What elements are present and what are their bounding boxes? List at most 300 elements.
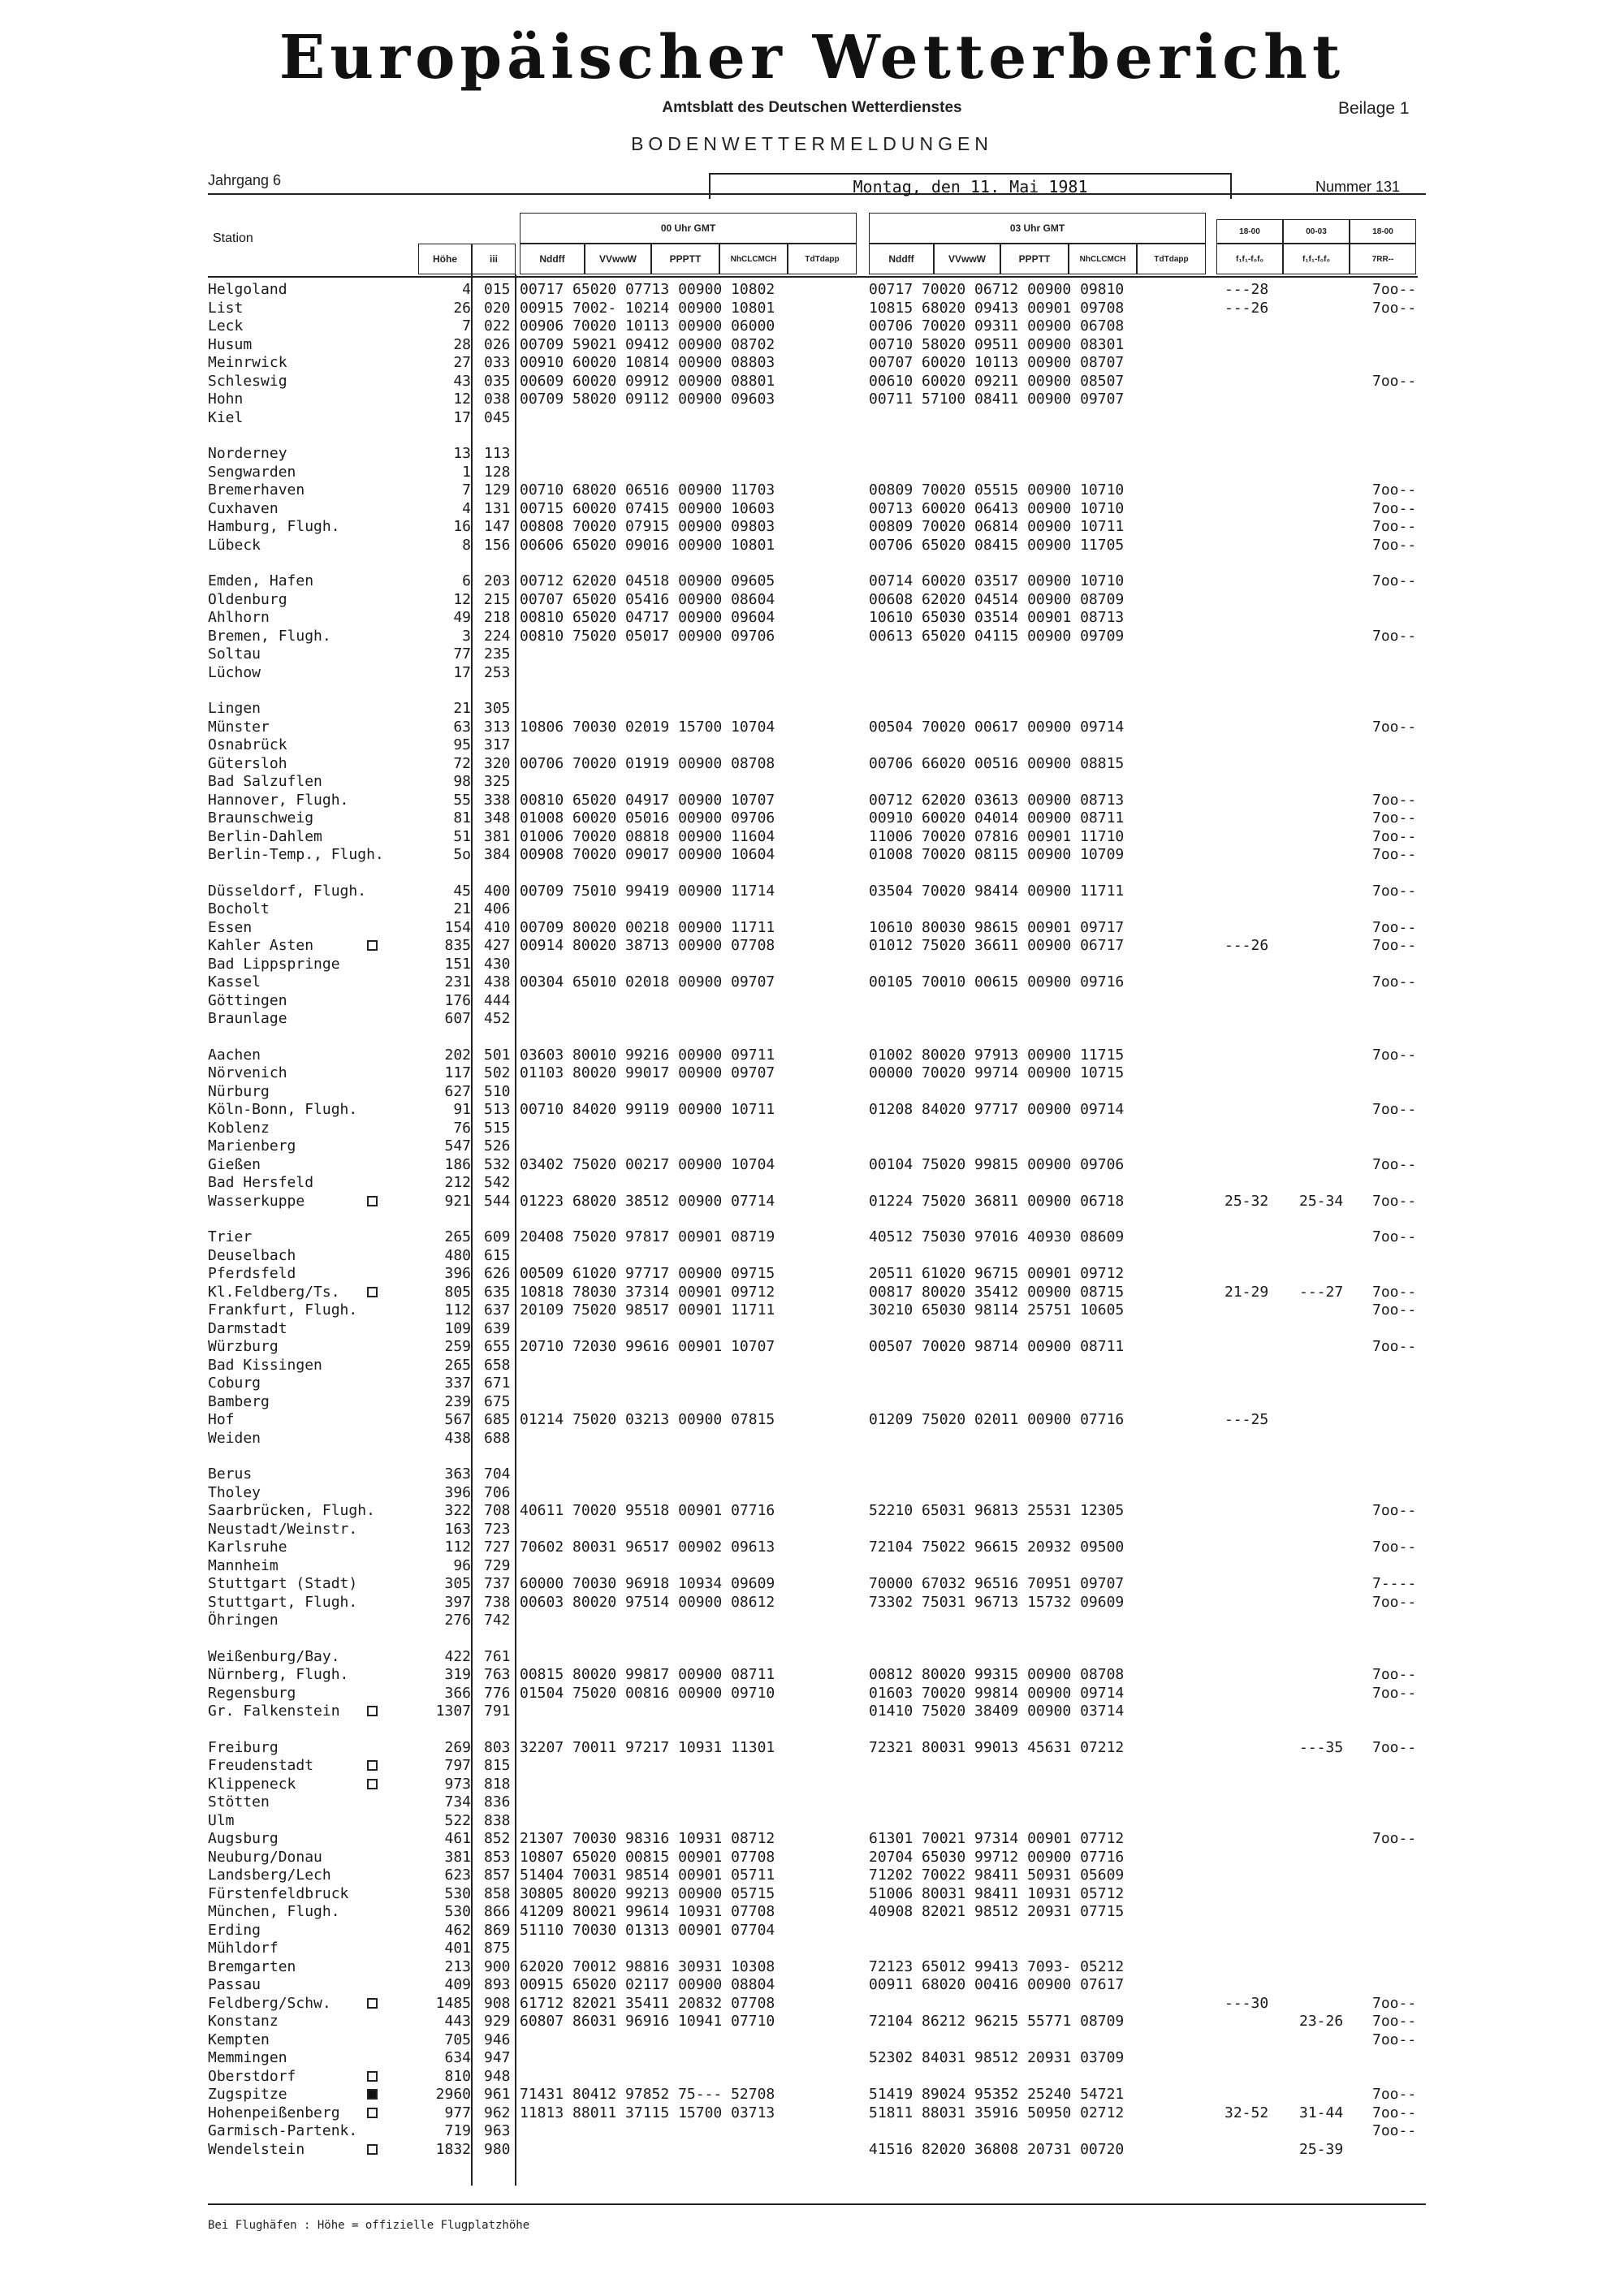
precip-18-00: 7oo-- xyxy=(1372,828,1417,845)
table-row xyxy=(0,445,1624,463)
station-name: Bad Salzuflen xyxy=(208,773,322,790)
mountain-station-marker-icon xyxy=(367,1706,378,1716)
station-height: 734 xyxy=(444,1793,471,1810)
station-height: 567 xyxy=(444,1411,471,1428)
station-id: 320 xyxy=(484,755,511,772)
station-height: 810 xyxy=(444,2068,471,2085)
station-name: Würzburg xyxy=(208,1338,279,1355)
station-name: Aachen xyxy=(208,1047,261,1064)
station-id: 317 xyxy=(484,736,511,753)
table-row xyxy=(0,373,1624,391)
precip-18-00: 7oo-- xyxy=(1372,809,1417,826)
precip-18-00: 7oo-- xyxy=(1372,1228,1417,1245)
precip-18-00: 7oo-- xyxy=(1372,1301,1417,1318)
obs-00-group: 00815 80020 99817 00900 08711 xyxy=(520,1666,775,1683)
station-name: Kl.Feldberg/Ts. xyxy=(208,1284,340,1301)
table-row xyxy=(0,591,1624,609)
group-03-header: 03 Uhr GMT xyxy=(869,213,1206,244)
station-id: 671 xyxy=(484,1375,511,1392)
table-row xyxy=(0,628,1624,645)
table-row xyxy=(0,2122,1624,2140)
mountain-station-marker-icon xyxy=(367,940,378,951)
mountain-station-marker-icon xyxy=(367,1196,378,1206)
station-name: Karlsruhe xyxy=(208,1539,287,1556)
station-height: 381 xyxy=(444,1849,471,1866)
station-height: 977 xyxy=(444,2104,471,2121)
obs-03-group: 00717 70020 06712 00900 09810 xyxy=(869,281,1125,298)
station-id: 685 xyxy=(484,1411,511,1428)
obs-00-group: 01008 60020 05016 00900 09706 xyxy=(520,809,775,826)
station-height: 265 xyxy=(444,1228,471,1245)
station-height: 45 xyxy=(453,883,471,900)
obs-03-group: 52302 84031 98512 20931 03709 xyxy=(869,2049,1125,2066)
obs-03-group: 20704 65030 99712 00900 07716 xyxy=(869,1849,1125,1866)
station-name: Gießen xyxy=(208,1156,261,1173)
obs-03-group: 00809 70020 05515 00900 10710 xyxy=(869,481,1125,498)
station-height: 269 xyxy=(444,1739,471,1756)
station-height: 239 xyxy=(444,1393,471,1410)
station-name: Wendelstein xyxy=(208,2141,305,2158)
obs-03-group: 71202 70022 98411 50931 05609 xyxy=(869,1867,1125,1884)
station-height: 231 xyxy=(444,973,471,990)
precip-18-00: 7oo-- xyxy=(1372,973,1417,990)
station-height: 8 xyxy=(462,537,471,554)
obs-00-group: 00706 70020 01919 00900 08708 xyxy=(520,755,775,772)
station-height: 480 xyxy=(444,1247,471,1264)
precip-18-00: 7oo-- xyxy=(1372,1101,1417,1118)
station-id: 791 xyxy=(484,1703,511,1720)
table-row xyxy=(0,1830,1624,1848)
table-row xyxy=(0,1156,1624,1174)
obs-00-group: 00603 80020 97514 00900 08612 xyxy=(520,1594,775,1611)
station-height: 973 xyxy=(444,1776,471,1793)
station-height: 797 xyxy=(444,1757,471,1774)
obs-03-group: 72321 80031 99013 45631 07212 xyxy=(869,1739,1125,1756)
obs-03-group: 73302 75031 96713 15732 09609 xyxy=(869,1594,1125,1611)
precip-18-00: 7oo-- xyxy=(1372,1284,1417,1301)
station-height: 259 xyxy=(444,1338,471,1355)
station-id: 947 xyxy=(484,2049,511,2066)
station-height: 7 xyxy=(462,481,471,498)
precip-18-00: 7oo-- xyxy=(1372,1666,1417,1683)
precip-18-00: 7---- xyxy=(1372,1575,1417,1592)
station-id: 869 xyxy=(484,1922,511,1939)
obs-00-group: 20109 75020 98517 00901 11711 xyxy=(520,1301,775,1318)
gust-00-03: 31-44 xyxy=(1299,2104,1344,2121)
table-row xyxy=(0,300,1624,317)
station-height: 202 xyxy=(444,1047,471,1064)
station-name: Braunschweig xyxy=(208,809,314,826)
station-name: Erding xyxy=(208,1922,261,1939)
obs-03-group: 01208 84020 97717 00900 09714 xyxy=(869,1101,1125,1118)
station-height: 17 xyxy=(453,409,471,426)
station-id: 542 xyxy=(484,1174,511,1191)
station-height: 322 xyxy=(444,1502,471,1519)
station-id: 857 xyxy=(484,1867,511,1884)
station-height: 43 xyxy=(453,373,471,390)
station-height: 186 xyxy=(444,1156,471,1173)
station-id: 961 xyxy=(484,2086,511,2103)
obs-03-group: 00104 75020 99815 00900 09706 xyxy=(869,1156,1125,1173)
table-row xyxy=(0,609,1624,627)
mountain-station-marker-icon xyxy=(367,2108,378,2118)
station-name: Osnabrück xyxy=(208,736,287,753)
mountain-station-marker-icon xyxy=(367,1998,378,2009)
table-row xyxy=(0,1557,1624,1575)
obs-00-group: 00707 65020 05416 00900 08604 xyxy=(520,591,775,608)
table-row xyxy=(0,828,1624,846)
obs-03-group: 10815 68020 09413 00901 09708 xyxy=(869,300,1125,317)
station-id: 963 xyxy=(484,2122,511,2139)
station-id: 218 xyxy=(484,609,511,626)
obs-00-group: 00710 68020 06516 00900 11703 xyxy=(520,481,775,498)
station-id: 637 xyxy=(484,1301,511,1318)
station-name: Darmstadt xyxy=(208,1320,287,1337)
station-id: 113 xyxy=(484,445,511,462)
table-row xyxy=(0,1739,1624,1757)
precip-18-00: 7oo-- xyxy=(1372,1156,1417,1173)
station-height: 5o xyxy=(453,846,471,863)
obs-00-group: 03402 75020 00217 00900 10704 xyxy=(520,1156,775,1173)
obs-00-group: 20408 75020 97817 00901 08719 xyxy=(520,1228,775,1245)
table-row xyxy=(0,1120,1624,1137)
station-name: Bamberg xyxy=(208,1393,270,1410)
obs-03-group: 01603 70020 99814 00900 09714 xyxy=(869,1685,1125,1702)
obs-00-group: 00915 7002- 10214 00900 10801 xyxy=(520,300,775,317)
station-id: 544 xyxy=(484,1193,511,1210)
precip-18-00: 7oo-- xyxy=(1372,2104,1417,2121)
obs-00-group: 51110 70030 01313 00901 07704 xyxy=(520,1922,775,1939)
station-height: 1485 xyxy=(435,1995,471,2012)
station-name: Neuburg/Donau xyxy=(208,1849,322,1866)
mountain-station-marker-icon xyxy=(367,1760,378,1771)
table-row xyxy=(0,1083,1624,1101)
station-id: 946 xyxy=(484,2031,511,2048)
footnote: Bei Flughäfen : Höhe = offizielle Flugplatzhöhe xyxy=(208,2219,530,2232)
station-height: 3 xyxy=(462,628,471,645)
obs-03-group: 00712 62020 03613 00900 08713 xyxy=(869,792,1125,809)
station-height: 607 xyxy=(444,1010,471,1027)
table-row xyxy=(0,409,1624,427)
obs-00-group: 70602 80031 96517 00902 09613 xyxy=(520,1539,775,1556)
station-name: Stötten xyxy=(208,1793,270,1810)
obs-03-group: 00706 65020 08415 00900 11705 xyxy=(869,537,1125,554)
precip-18-00: 7oo-- xyxy=(1372,1193,1417,1210)
obs-03-group: 70000 67032 96516 70951 09707 xyxy=(869,1575,1125,1592)
station-id: 325 xyxy=(484,773,511,790)
station-id: 866 xyxy=(484,1903,511,1920)
gust-00-03: 25-39 xyxy=(1299,2141,1344,2158)
station-id: 675 xyxy=(484,1393,511,1410)
obs-00-group: 00906 70020 10113 00900 06000 xyxy=(520,317,775,334)
station-id: 410 xyxy=(484,919,511,936)
station-id: 980 xyxy=(484,2141,511,2158)
station-height: 21 xyxy=(453,900,471,917)
table-row xyxy=(0,937,1624,955)
station-id: 015 xyxy=(484,281,511,298)
precip-18-00: 7oo-- xyxy=(1372,500,1417,517)
obs-00-group: 01223 68020 38512 00900 07714 xyxy=(520,1193,775,1210)
g00-col-ppptt: PPPTT xyxy=(651,244,719,274)
table-row xyxy=(0,1575,1624,1593)
obs-03-group: 00610 60020 09211 00900 08507 xyxy=(869,373,1125,390)
station-id: 729 xyxy=(484,1557,511,1574)
station-name: Memmingen xyxy=(208,2049,287,2066)
table-row xyxy=(0,1922,1624,1940)
station-name: Coburg xyxy=(208,1375,261,1392)
obs-00-group: 40611 70020 95518 00901 07716 xyxy=(520,1502,775,1519)
table-row xyxy=(0,792,1624,809)
precip-18-00: 7oo-- xyxy=(1372,518,1417,535)
station-height: 443 xyxy=(444,2013,471,2030)
obs-00-group: 00810 65020 04717 00900 09604 xyxy=(520,609,775,626)
station-id: 313 xyxy=(484,719,511,736)
table-row xyxy=(0,1357,1624,1375)
station-name: Bad Kissingen xyxy=(208,1357,322,1374)
gust-00-03: ---27 xyxy=(1299,1284,1344,1301)
station-id: 737 xyxy=(484,1575,511,1592)
obs-00-group: 62020 70012 98816 30931 10308 xyxy=(520,1958,775,1975)
table-bottom-rule xyxy=(208,2203,1426,2205)
table-row xyxy=(0,1976,1624,1994)
station-height: 154 xyxy=(444,919,471,936)
station-name: Regensburg xyxy=(208,1685,296,1702)
station-height: 109 xyxy=(444,1320,471,1337)
g03-col-ppptt: PPPTT xyxy=(1000,244,1069,274)
volume-label: Jahrgang 6 xyxy=(208,172,282,188)
precip-18-00: 7oo-- xyxy=(1372,2086,1417,2103)
mountain-station-marker-icon xyxy=(367,2071,378,2082)
gust-00-03: ---35 xyxy=(1299,1739,1344,1756)
station-name: Marienberg xyxy=(208,1137,296,1154)
table-row xyxy=(0,773,1624,791)
group-00-header: 00 Uhr GMT xyxy=(520,213,857,244)
table-row xyxy=(0,973,1624,991)
obs-03-group: 72104 86212 96215 55771 08709 xyxy=(869,2013,1125,2030)
obs-03-group: 61301 70021 97314 00901 07712 xyxy=(869,1830,1125,1847)
obs-03-group: 72104 75022 96615 20932 09500 xyxy=(869,1539,1125,1556)
station-height: 409 xyxy=(444,1976,471,1993)
station-height: 547 xyxy=(444,1137,471,1154)
obs-03-group: 00504 70020 00617 00900 09714 xyxy=(869,719,1125,736)
g00-col-cloud: NhCLCMCH xyxy=(719,244,788,274)
obs-03-group: 01008 70020 08115 00900 10709 xyxy=(869,846,1125,863)
station-name: Öhringen xyxy=(208,1612,279,1629)
station-id: 818 xyxy=(484,1776,511,1793)
station-name: Bad Hersfeld xyxy=(208,1174,314,1191)
station-id: 020 xyxy=(484,300,511,317)
obs-03-group: 00817 80020 35412 00900 08715 xyxy=(869,1284,1125,1301)
obs-00-group: 30805 80020 99213 00900 05715 xyxy=(520,1885,775,1902)
g03-col-cloud: NhCLCMCH xyxy=(1069,244,1137,274)
table-row xyxy=(0,2141,1624,2159)
station-height: 623 xyxy=(444,1867,471,1884)
station-id: 427 xyxy=(484,937,511,954)
station-id: 908 xyxy=(484,1995,511,2012)
table-row xyxy=(0,1958,1624,1976)
obs-00-group: 00910 60020 10814 00900 08803 xyxy=(520,354,775,371)
station-name: Norderney xyxy=(208,445,287,462)
precip-18-00: 7oo-- xyxy=(1372,1830,1417,1847)
station-id: 035 xyxy=(484,373,511,390)
mountain-station-marker-icon xyxy=(367,2144,378,2155)
precip-18-00: 7oo-- xyxy=(1372,719,1417,736)
station-name: Essen xyxy=(208,919,253,936)
station-height: 461 xyxy=(444,1830,471,1847)
obs-03-group: 30210 65030 98114 25751 10605 xyxy=(869,1301,1125,1318)
station-height: 422 xyxy=(444,1648,471,1665)
table-row xyxy=(0,956,1624,973)
station-height: 396 xyxy=(444,1265,471,1282)
station-id: 803 xyxy=(484,1739,511,1756)
station-name: Leck xyxy=(208,317,244,334)
station-name: Lübeck xyxy=(208,537,261,554)
table-row xyxy=(0,1375,1624,1392)
station-height: 112 xyxy=(444,1539,471,1556)
precip-18-00: 7oo-- xyxy=(1372,1047,1417,1064)
g00-col-nddff: Nddff xyxy=(520,244,585,274)
obs-00-group: 60807 86031 96916 10941 07710 xyxy=(520,2013,775,2030)
station-id: 400 xyxy=(484,883,511,900)
obs-00-group: 32207 70011 97217 10931 11301 xyxy=(520,1739,775,1756)
precip-18-00: 7oo-- xyxy=(1372,628,1417,645)
station-name: Weißenburg/Bay. xyxy=(208,1648,340,1665)
precip-18-00: 7oo-- xyxy=(1372,537,1417,554)
obs-03-group: 00507 70020 98714 00900 08711 xyxy=(869,1338,1125,1355)
station-name: Cuxhaven xyxy=(208,500,279,517)
obs-03-group: 10610 65030 03514 00901 08713 xyxy=(869,609,1125,626)
station-height: 95 xyxy=(453,736,471,753)
table-row xyxy=(0,1757,1624,1775)
publisher-subtitle: Amtsblatt des Deutschen Wetterdienstes xyxy=(662,99,962,116)
station-id: 655 xyxy=(484,1338,511,1355)
station-name: Frankfurt, Flugh. xyxy=(208,1301,358,1318)
station-id: 893 xyxy=(484,1976,511,1993)
table-row xyxy=(0,391,1624,408)
obs-03-group: 00910 60020 04014 00900 08711 xyxy=(869,809,1125,826)
station-height: 4 xyxy=(462,500,471,517)
station-height: 7 xyxy=(462,317,471,334)
obs-03-group: 40908 82021 98512 20931 07715 xyxy=(869,1903,1125,1920)
station-name: Augsburg xyxy=(208,1830,279,1847)
station-name: Passau xyxy=(208,1976,261,1993)
station-id: 253 xyxy=(484,664,511,681)
station-id: 338 xyxy=(484,792,511,809)
g03-col-nddff: Nddff xyxy=(869,244,934,274)
station-name: Meinrwick xyxy=(208,354,287,371)
table-row xyxy=(0,719,1624,736)
obs-00-group: 00709 58020 09112 00900 09603 xyxy=(520,391,775,408)
obs-00-group: 10806 70030 02019 15700 10704 xyxy=(520,719,775,736)
station-name: Nürburg xyxy=(208,1083,270,1100)
table-row xyxy=(0,354,1624,372)
obs-03-group: 51419 89024 95352 25240 54721 xyxy=(869,2086,1125,2103)
station-id: 348 xyxy=(484,809,511,826)
station-name: Schleswig xyxy=(208,373,287,390)
gust-18-00: 32-52 xyxy=(1224,2104,1269,2121)
station-height: 705 xyxy=(444,2031,471,2048)
station-name: Berlin-Temp., Flugh. xyxy=(208,846,384,863)
table-row xyxy=(0,518,1624,536)
precip-18-00: 7oo-- xyxy=(1372,1739,1417,1756)
station-name: Emden, Hafen xyxy=(208,572,314,589)
station-name: List xyxy=(208,300,244,317)
station-id: 815 xyxy=(484,1757,511,1774)
precip-18-00: 7oo-- xyxy=(1372,1995,1417,2012)
station-name: Kassel xyxy=(208,973,261,990)
gust-00-03: 25-34 xyxy=(1299,1193,1344,1210)
station-height: 96 xyxy=(453,1557,471,1574)
station-height: 1 xyxy=(462,464,471,481)
table-row xyxy=(0,1010,1624,1028)
obs-03-group: 00613 65020 04115 00900 09709 xyxy=(869,628,1125,645)
g03-col-vvwww: VVwwW xyxy=(934,244,1000,274)
table-row xyxy=(0,700,1624,718)
station-height: 634 xyxy=(444,2049,471,2066)
station-height: 276 xyxy=(444,1612,471,1629)
gust-18-00: ---26 xyxy=(1224,300,1269,317)
table-row xyxy=(0,1484,1624,1502)
table-row xyxy=(0,1812,1624,1830)
table-row xyxy=(0,1995,1624,2013)
precip-18-00: 7oo-- xyxy=(1372,1685,1417,1702)
station-name: Lingen xyxy=(208,700,261,717)
station-height: 6 xyxy=(462,572,471,589)
station-name: Hamburg, Flugh. xyxy=(208,518,340,535)
issue-date: Montag, den 11. Mai 1981 xyxy=(709,173,1232,199)
station-name: Nörvenich xyxy=(208,1064,287,1081)
table-row xyxy=(0,336,1624,354)
table-row xyxy=(0,1064,1624,1082)
precip-18-00: 7oo-- xyxy=(1372,1338,1417,1355)
table-row xyxy=(0,992,1624,1010)
station-name: Freiburg xyxy=(208,1739,279,1756)
x3-header: 18-00 xyxy=(1350,219,1416,244)
station-id: 763 xyxy=(484,1666,511,1683)
station-name: Zugspitze xyxy=(208,2086,287,2103)
table-row xyxy=(0,1666,1624,1684)
station-name: Soltau xyxy=(208,645,261,662)
table-row xyxy=(0,1903,1624,1921)
station-id: 026 xyxy=(484,336,511,353)
station-name: Kiel xyxy=(208,409,244,426)
obs-00-group: 01103 80020 99017 00900 09707 xyxy=(520,1064,775,1081)
station-name: Pferdsfeld xyxy=(208,1265,296,1282)
obs-00-group: 00304 65010 02018 00900 09707 xyxy=(520,973,775,990)
table-row xyxy=(0,645,1624,663)
table-row xyxy=(0,755,1624,773)
gust-00-03: 23-26 xyxy=(1299,2013,1344,2030)
obs-00-group: 01006 70020 08818 00900 11604 xyxy=(520,828,775,845)
obs-00-group: 00509 61020 97717 00900 09715 xyxy=(520,1265,775,1282)
station-id: 723 xyxy=(484,1521,511,1538)
obs-00-group: 00908 70020 09017 00900 10604 xyxy=(520,846,775,863)
station-name: Konstanz xyxy=(208,2013,279,2030)
table-row xyxy=(0,1430,1624,1448)
g03-col-dew: TdTdapp xyxy=(1137,244,1206,274)
station-id: 852 xyxy=(484,1830,511,1847)
table-row xyxy=(0,1193,1624,1211)
station-name: Berus xyxy=(208,1465,253,1482)
station-name: Hof xyxy=(208,1411,235,1428)
station-name: Tholey xyxy=(208,1484,261,1501)
obs-00-group: 00710 84020 99119 00900 10711 xyxy=(520,1101,775,1118)
obs-03-group: 01012 75020 36611 00900 06717 xyxy=(869,937,1125,954)
obs-00-group: 00712 62020 04518 00900 09605 xyxy=(520,572,775,589)
precip-18-00: 7oo-- xyxy=(1372,572,1417,589)
table-row xyxy=(0,883,1624,900)
x2-subheader: f₁f₁-f₀f₀ xyxy=(1283,244,1350,274)
